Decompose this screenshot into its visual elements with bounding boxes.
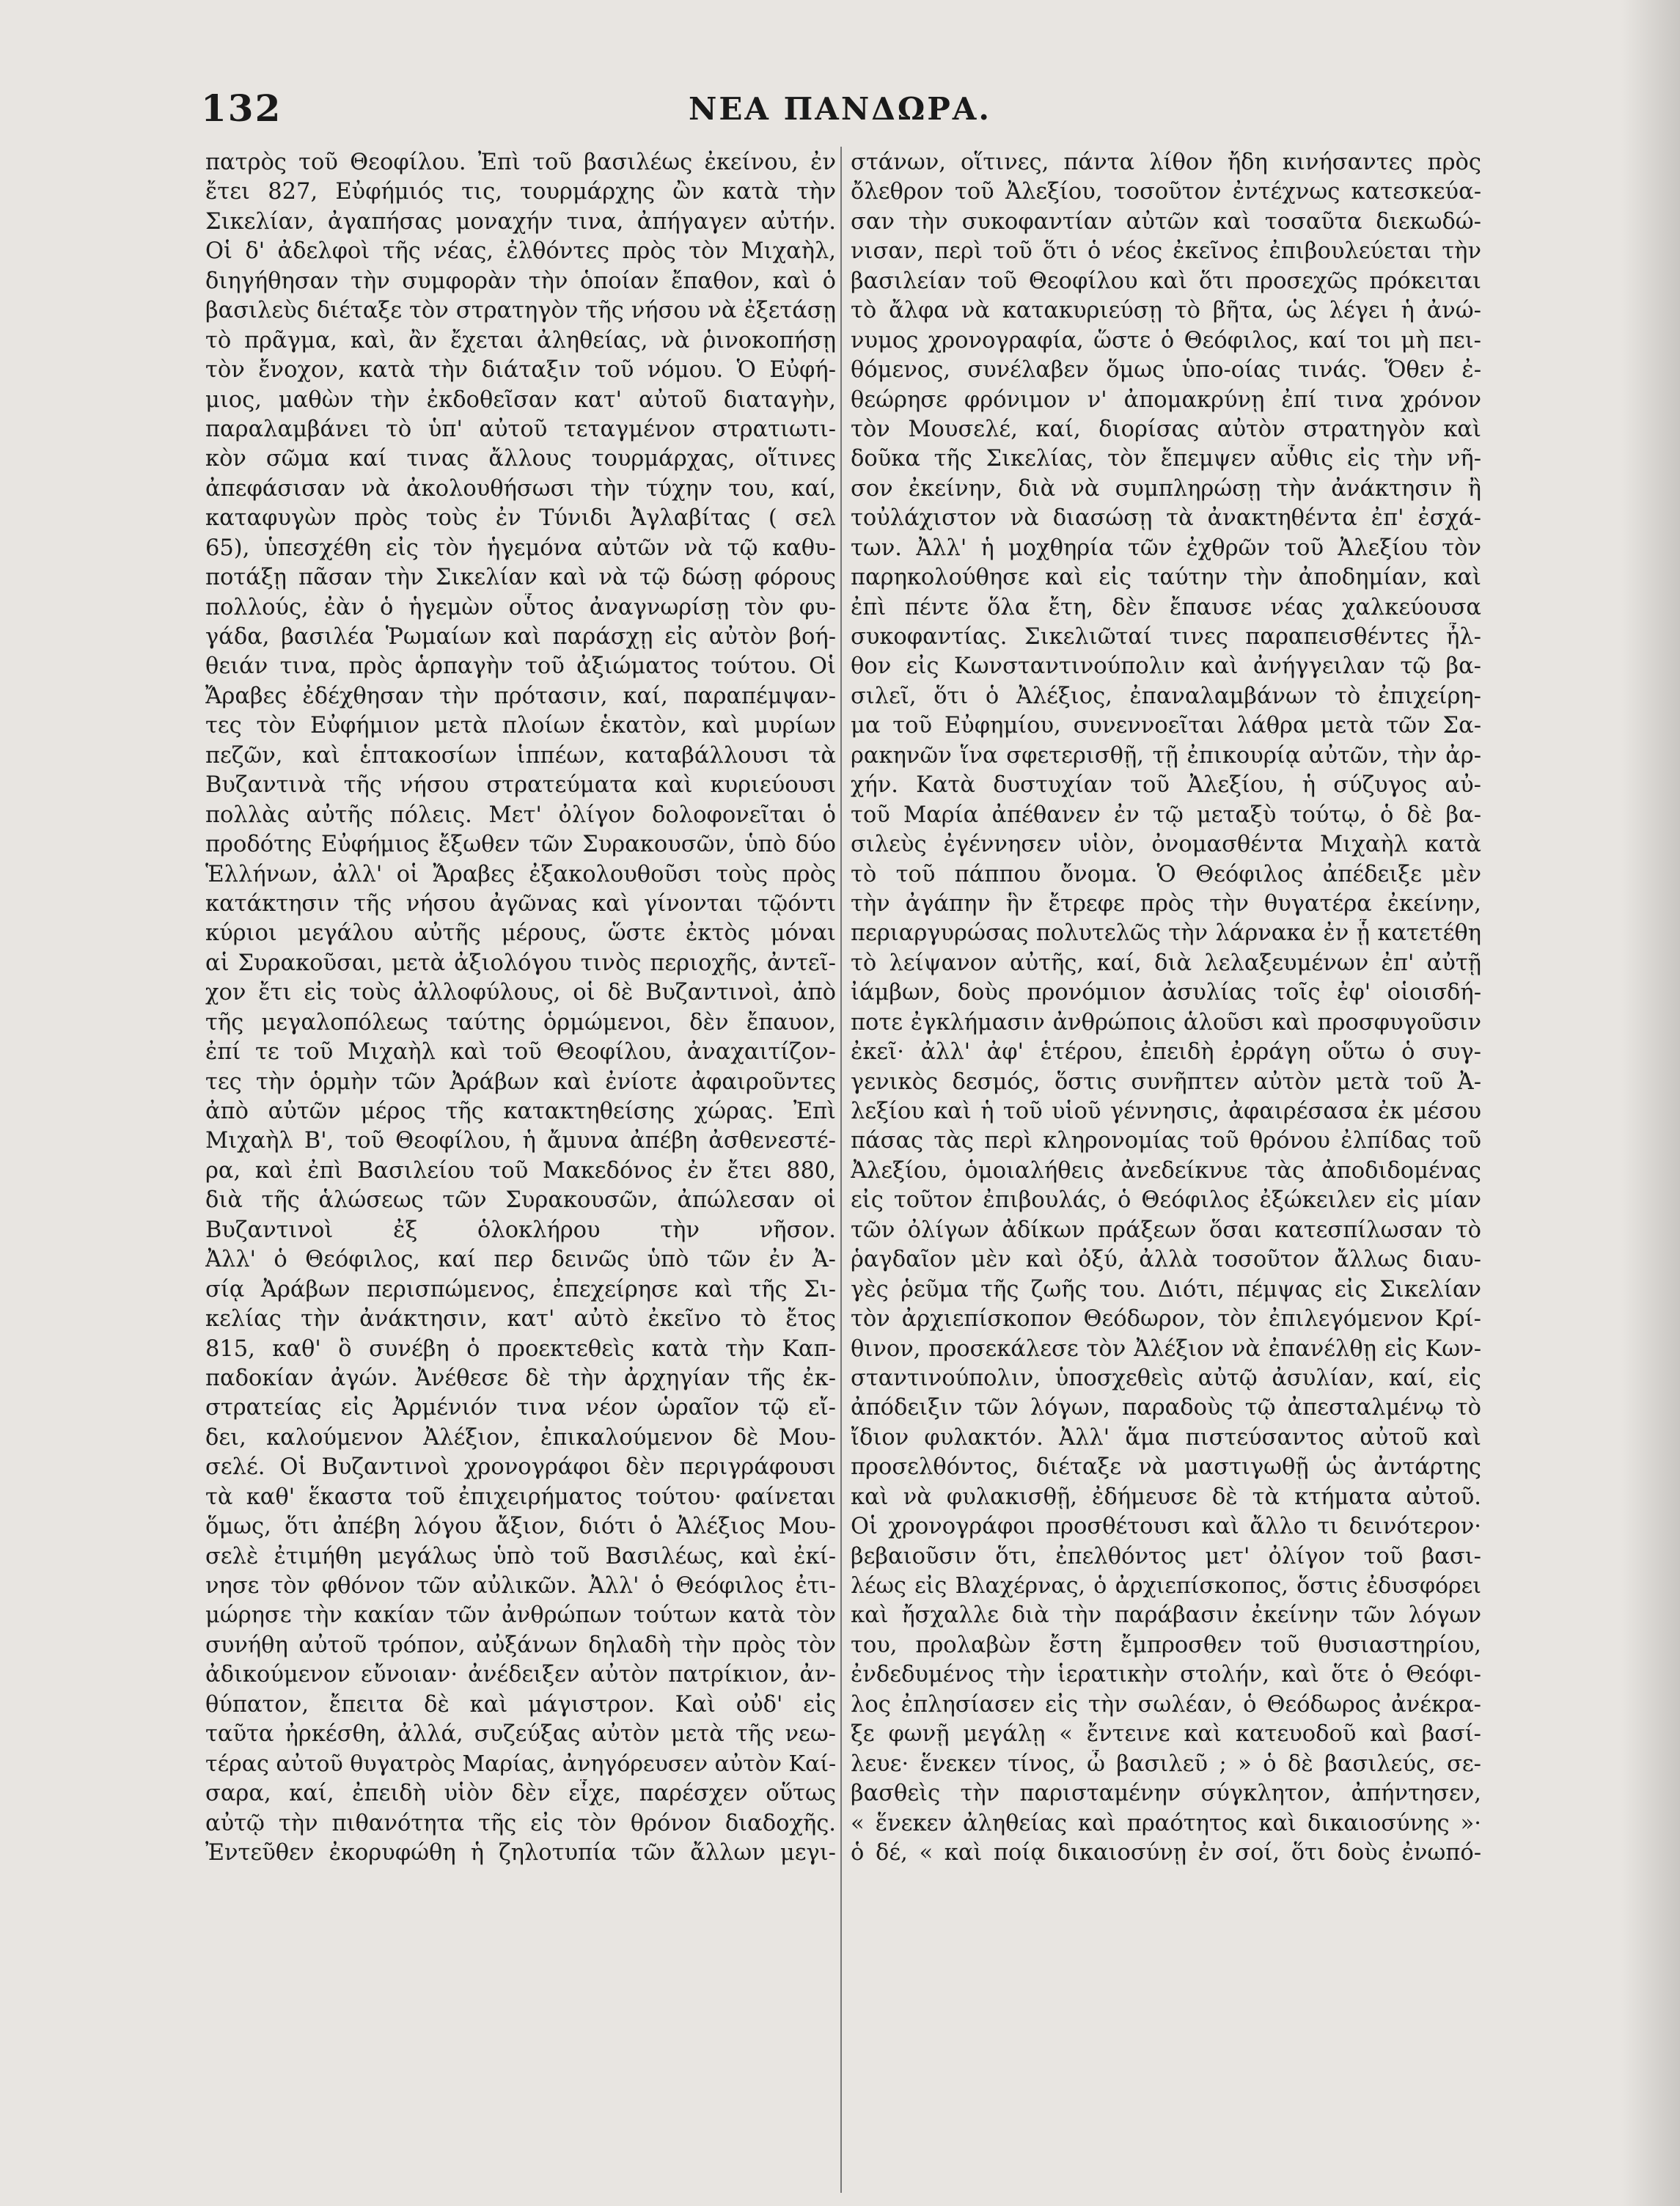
- right-column-line: ἐκεῖ· ἀλλ' ἀφ' ἑτέρου, ἐπειδὴ ἐρράγη οὕτω ὁ συγ-: [851, 1039, 1481, 1066]
- right-column-line: τοὐλάχιστον νὰ διασώσῃ τὰ ἀνακτηθέντα ἐπ' ἐσχά-: [851, 505, 1481, 532]
- right-column-line: τὸ λείψανον αὐτῆς, καί, διὰ λελαξευμένων ἐπ' αὐτῇ: [851, 950, 1481, 976]
- right-column-line: ἰάμβων, δοὺς προνόμιον ἀσυλίας τοῖς ἐφ' οἱοισδή-: [851, 980, 1481, 1006]
- right-column-line: γὲς ῥεῦμα τῆς ζωῆς του. Διότι, πέμψας εἰς Σικελίαν: [851, 1276, 1481, 1302]
- right-column-line: ὁ δέ, « καὶ ποίᾳ δικαιοσύνῃ ἐν σοί, ὅτι δοὺς ἐνωπό-: [851, 1839, 1481, 1866]
- right-column-line: σιλεῖ, ὅτι ὁ Ἀλέξιος, ἐπαναλαμβάνων τὸ ἐπιχείρη-: [851, 683, 1481, 709]
- right-column-line: ποτε ἐγκλήμασιν ἀνθρώποις ἁλοῦσι καὶ προσφυγοῦσιν: [851, 1009, 1481, 1036]
- left-column-line: τες τὸν Εὐφήμιον μετὰ πλοίων ἑκατὸν, καὶ μυρίων: [205, 713, 836, 739]
- right-column-line: πάσας τὰς περὶ κληρονομίας τοῦ θρόνου ἐλπίδας τοῦ: [851, 1128, 1481, 1154]
- left-column-line: αἱ Συρακοῦσαι, μετὰ ἀξιολόγου τινὸς περιοχῆς, ἀντεῖ-: [205, 950, 836, 976]
- right-column-line: Ἀλεξίου, ὁμοιαλήθεις ἀνεδείκνυε τὰς ἀποδιδομένας: [851, 1157, 1481, 1184]
- right-text-column: [851, 148, 1481, 1868]
- left-column-line: διηγήθησαν τὴν συμφορὰν τὴν ὁποίαν ἔπαθον, καὶ ὁ: [205, 268, 836, 294]
- right-column-line: παρηκολούθησε καὶ εἰς ταύτην τὴν ἀποδημίαν, καὶ: [851, 565, 1481, 591]
- right-column-line: τὸ ἄλφα νὰ κατακυριεύσῃ τὸ βῆτα, ὡς λέγει ἡ ἀνώ-: [851, 298, 1481, 324]
- right-column-line: ἀπόδειξιν τῶν λόγων, παραδοὺς τῷ ἀπεσταλμένῳ τὸ: [851, 1395, 1481, 1421]
- right-column-line: τὴν ἀγάπην ἣν ἔτρεφε πρὸς τὴν θυγατέρα ἐκείνην,: [851, 890, 1481, 917]
- left-column-line: κατάκτησιν τῆς νήσου ἀγῶνας καὶ γίνονται τῷόντι: [205, 890, 836, 917]
- right-column-line: βασιλείαν τοῦ Θεοφίλου καὶ ὅτι προσεχῶς πρόκειται: [851, 268, 1481, 294]
- right-column-line: περιαργυρώσας πολυτελῶς τὴν λάρνακα ἐν ᾗ κατετέθη: [851, 920, 1481, 947]
- left-column-line: ἐπί τε τοῦ Μιχαὴλ καὶ τοῦ Θεοφίλου, ἀναχαιτίζον-: [205, 1039, 836, 1066]
- left-column-line: παραλαμβάνει τὸ ὑπ' αὐτοῦ τεταγμένον στρατιωτι-: [205, 416, 836, 442]
- right-column-line: των. Ἀλλ' ἡ μοχθηρία τῶν ἐχθρῶν τοῦ Ἀλεξίου τὸν: [851, 535, 1481, 561]
- left-column-line: αὐτῷ τὴν πιθανότητα τῆς εἰς τὸν θρόνον διαδοχῆς.: [205, 1810, 836, 1836]
- right-column-line: προσελθόντος, διέταξε νὰ μαστιγωθῇ ὡς ἀντάρτης: [851, 1454, 1481, 1481]
- left-column-line: ἀπὸ αὐτῶν μέρος τῆς κατακτηθείσης χώρας. Ἐπὶ: [205, 1099, 836, 1124]
- right-column-line: νυμος χρονογραφία, ὥστε ὁ Θεόφιλος, καί τοι μὴ πει-: [851, 327, 1481, 353]
- page-edge-shadow: [1621, 0, 1680, 2206]
- right-column-line: θόμενος, συνέλαβεν ὅμως ὑπο-οίας τινάς. Ὅθεν ἐ-: [851, 357, 1481, 384]
- right-column-line: χήν. Κατὰ δυστυχίαν τοῦ Ἀλεξίου, ἡ σύζυγος αὐ-: [851, 772, 1481, 799]
- right-column-line: καὶ ἤσχαλλε διὰ τὴν παράβασιν ἐκείνην τῶν λόγων: [851, 1602, 1481, 1629]
- left-column-line: ἀδικούμενον εὔνοιαν· ἀνέδειξεν αὐτὸν πατρίκιον, ἀν-: [205, 1662, 836, 1688]
- right-column-line: βεβαιοῦσιν ὅτι, ἐπελθόντος μετ' ὀλίγον τοῦ βασι-: [851, 1543, 1481, 1569]
- left-column-line: διὰ τῆς ἁλώσεως τῶν Συρακουσῶν, ἀπώλεσαν οἱ: [205, 1187, 836, 1214]
- right-column-line: βασθεὶς τὴν παρισταμένην σύγκλητον, ἀπήντησεν,: [851, 1781, 1481, 1807]
- left-column-line: ἔτει 827, Εὐφήμιός τις, τουρμάρχης ὢν κατὰ τὴν: [205, 179, 836, 205]
- left-column-line: θύπατον, ἔπειτα δὲ καὶ μάγιστρον. Καὶ οὐδ' εἰς: [205, 1691, 836, 1718]
- right-column-line: του, προλαβὼν ἔστη ἔμπροσθεν τοῦ θυσιαστηρίου,: [851, 1632, 1481, 1658]
- left-column-line: συνήθη αὐτοῦ τρόπον, αὐξάνων δηλαδὴ τὴν πρὸς τὸν: [205, 1632, 836, 1658]
- right-column-line: σταντινούπολιν, ὑποσχεθεὶς αὐτῷ ἀσυλίαν, καί, εἰς: [851, 1365, 1481, 1391]
- right-column-line: λευε· ἕνεκεν τίνος, ὦ βασιλεῦ ; » ὁ δὲ βασιλεύς, σε-: [851, 1751, 1481, 1777]
- left-column-line: τῆς μεγαλοπόλεως ταύτης ὁρμώμενοι, δὲν ἔπαυον,: [205, 1009, 836, 1036]
- left-column-line: σελὲ ἐτιμήθη μεγάλως ὑπὸ τοῦ Βασιλέως, καὶ ἐκί-: [205, 1543, 836, 1569]
- left-column-line: ἀπεφάσισαν νὰ ἀκολουθήσωσι τὴν τύχην του, καί,: [205, 475, 836, 502]
- left-column-line: Οἱ δ' ἀδελφοὶ τῆς νέας, ἐλθόντες πρὸς τὸν Μιχαὴλ,: [205, 238, 836, 265]
- right-column-line: συκοφαντίας. Σικελιῶταί τινες παραπεισθέντες ἦλ-: [851, 624, 1481, 650]
- right-column-line: ρακηνῶν ἵνα σφετερισθῇ, τῇ ἐπικουρίᾳ αὐτῶν, τὴν ἀρ-: [851, 742, 1481, 769]
- left-column-line: γάδα, βασιλέα Ῥωμαίων καὶ παράσχῃ εἰς αὐτὸν βοή-: [205, 624, 836, 650]
- left-column-line: 815, καθ' ὃ συνέβη ὁ προεκτεθεὶς κατὰ τὴν Καπ-: [205, 1335, 836, 1362]
- left-column-line: τὸν ἔνοχον, κατὰ τὴν διάταξιν τοῦ νόμου. Ὁ Εὐφή-: [205, 357, 836, 384]
- left-column-line: πατρὸς τοῦ Θεοφίλου. Ἐπὶ τοῦ βασιλέως ἐκείνου, ἐν: [205, 150, 836, 175]
- right-column-line: τοῦ Μαρία ἀπέθανεν ἐν τῷ μεταξὺ τούτῳ, ὁ δὲ βα-: [851, 802, 1481, 828]
- right-column-line: ῥαγδαῖον μὲν καὶ ὀξύ, ἀλλὰ τοσοῦτον ἄλλως διαυ-: [851, 1247, 1481, 1273]
- left-column-line: Ἄραβες ἐδέχθησαν τὴν πρότασιν, καί, παραπέμψαν-: [205, 683, 836, 709]
- right-column-line: σον ἐκείνην, διὰ νὰ συμπληρώσῃ τὴν ἀνάκτησιν ἢ: [851, 475, 1481, 502]
- left-column-line: τες τὴν ὁρμὴν τῶν Ἀράβων καὶ ἐνίοτε ἀφαιροῦντες: [205, 1069, 836, 1095]
- right-column-line: λεξίου καὶ ἡ τοῦ υἱοῦ γέννησις, ἀφαιρέσασα ἐκ μέσου: [851, 1099, 1481, 1124]
- right-column-line: σιλεὺς ἐγέννησεν υἱὸν, ὀνομασθέντα Μιχαὴλ κατὰ: [851, 832, 1481, 858]
- right-column-line: νισαν, περὶ τοῦ ὅτι ὁ νέος ἐκεῖνος ἐπιβουλεύεται τὴν: [851, 238, 1481, 265]
- right-column-line: θεώρησε φρόνιμον ν' ἀπομακρύνῃ ἐπί τινα χρόνον: [851, 386, 1481, 413]
- left-column-line: πολλὰς αὐτῆς πόλεις. Μετ' ὀλίγον δολοφονεῖται ὁ: [205, 802, 836, 828]
- left-column-line: βασιλεὺς διέταξε τὸν στρατηγὸν τῆς νήσου νὰ ἐξετάσῃ: [205, 298, 836, 324]
- page-number: 132: [201, 87, 282, 130]
- left-column-line: ποτάξῃ πᾶσαν τὴν Σικελίαν καὶ νὰ τῷ δώσῃ φόρους: [205, 565, 836, 591]
- right-column-line: τὸν Μουσελέ, καί, διορίσας αὐτὸν στρατηγὸν καὶ: [851, 416, 1481, 442]
- left-column-line: πολλούς, ἐὰν ὁ ἡγεμὼν οὗτος ἀναγνωρίσῃ τὸν φυ-: [205, 594, 836, 620]
- right-column-line: μα τοῦ Εὐφημίου, συνεννοεῖται λάθρα μετὰ τῶν Σα-: [851, 713, 1481, 739]
- left-column-line: ὅμως, ὅτι ἀπέβη λόγου ἄξιον, διότι ὁ Ἀλέξιος Μου-: [205, 1514, 836, 1540]
- right-column-line: ἴδιον φυλακτόν. Ἀλλ' ἅμα πιστεύσαντος αὐτοῦ καὶ: [851, 1424, 1481, 1451]
- right-column-line: γενικὸς δεσμός, ὅστις συνῆπτεν αὐτὸν μετὰ τοῦ Ἀ-: [851, 1069, 1481, 1095]
- left-column-line: καταφυγὼν πρὸς τοὺς ἐν Τύνιδι Ἀγλαβίτας ( σελ: [205, 505, 836, 532]
- left-column-line: προδότης Εὐφήμιος ἔξωθεν τῶν Συρακουσῶν, ὑπὸ δύο: [205, 832, 836, 858]
- left-column-line: νησε τὸν φθόνον τῶν αὐλικῶν. Ἀλλ' ὁ Θεόφιλος ἐτι-: [205, 1573, 836, 1599]
- left-column-line: Ἑλλήνων, ἀλλ' οἱ Ἄραβες ἐξακολουθοῦσι τοὺς πρὸς: [205, 861, 836, 887]
- left-column-line: στρατείας εἰς Ἀρμένιόν τινα νέον ὡραῖον τῷ εἴ-: [205, 1395, 836, 1421]
- right-column-line: τῶν ὀλίγων ἀδίκων πράξεων ὅσαι κατεσπίλωσαν τὸ: [851, 1217, 1481, 1243]
- right-column-line: ἐνδεδυμένος τὴν ἱερατικὴν στολήν, καὶ ὅτε ὁ Θεόφι-: [851, 1662, 1481, 1688]
- left-column-line: Ἀλλ' ὁ Θεόφιλος, καί περ δεινῶς ὑπὸ τῶν ἐν Ἀ-: [205, 1247, 836, 1273]
- left-column-line: ρα, καὶ ἐπὶ Βασιλείου τοῦ Μακεδόνος ἐν ἔτει 880,: [205, 1157, 836, 1184]
- right-column-line: « ἕνεκεν ἀληθείας καὶ πραότητος καὶ δικαιοσύνης »·: [851, 1810, 1481, 1836]
- left-column-line: σαρα, καί, ἐπειδὴ υἱὸν δὲν εἶχε, παρέσχεν οὕτως: [205, 1781, 836, 1807]
- left-column-line: δει, καλούμενον Ἀλέξιον, ἐπικαλούμενον δὲ Μου-: [205, 1424, 836, 1451]
- left-column-line: παδοκίαν ἀγών. Ἀνέθεσε δὲ τὴν ἀρχηγίαν τῆς ἐκ-: [205, 1365, 836, 1391]
- left-column-line: τὰ καθ' ἕκαστα τοῦ ἐπιχειρήματος τούτου· φαίνεται: [205, 1484, 836, 1510]
- left-column-line: κὸν σῶμα καί τινας ἄλλους τουρμάρχας, οἵτινες: [205, 446, 836, 472]
- right-column-line: ξε φωνῇ μεγάλῃ « ἔντεινε καὶ κατευοδοῦ καὶ βασί-: [851, 1721, 1481, 1748]
- left-column-line: κύριοι μεγάλου αὐτῆς μέρους, ὥστε ἐκτὸς μόναι: [205, 920, 836, 947]
- left-column-line: 65), ὑπεσχέθη εἰς τὸν ἡγεμόνα αὐτῶν νὰ τῷ καθυ-: [205, 535, 836, 561]
- left-column-line: χον ἔτι εἰς τοὺς ἀλλοφύλους, οἱ δὲ Βυζαντινοὶ, ἀπὸ: [205, 980, 836, 1006]
- right-column-line: λος ἐπλησίασεν εἰς τὴν σωλέαν, ὁ Θεόδωρος ἀνέκρα-: [851, 1691, 1481, 1718]
- left-text-column: [205, 148, 836, 1868]
- right-column-line: λέως εἰς Βλαχέρνας, ὁ ἀρχιεπίσκοπος, ὅστις ἐδυσφόρει: [851, 1573, 1481, 1599]
- left-column-line: Ἐντεῦθεν ἐκορυφώθη ἡ ζηλοτυπία τῶν ἄλλων μεγι-: [205, 1839, 836, 1866]
- left-column-line: Βυζαντινὰ τῆς νήσου στρατεύματα καὶ κυριεύουσι: [205, 772, 836, 799]
- left-column-line: μώρησε τὴν κακίαν τῶν ἀνθρώπων τούτων κατὰ τὸν: [205, 1602, 836, 1629]
- right-column-line: θινον, προσεκάλεσε τὸν Ἀλέξιον νὰ ἐπανέλθῃ εἰς Κων-: [851, 1335, 1481, 1362]
- right-column-line: καὶ νὰ φυλακισθῇ, ἐδήμευσε δὲ τὰ κτήματα αὐτοῦ.: [851, 1484, 1481, 1510]
- right-column-line: Οἱ χρονογράφοι προσθέτουσι καὶ ἄλλο τι δεινότερον·: [851, 1514, 1481, 1540]
- right-column-line: στάνων, οἵτινες, πάντα λίθον ἤδη κινήσαντες πρὸς: [851, 150, 1481, 175]
- running-title: ΝΕΑ ΠΑΝΔΩΡΑ.: [688, 91, 991, 127]
- left-column-line: θειάν τινα, πρὸς ἁρπαγὴν τοῦ ἀξιώματος τούτου. Οἱ: [205, 653, 836, 680]
- right-column-line: τὸν ἀρχιεπίσκοπον Θεόδωρον, τὸν ἐπιλεγόμενον Κρί-: [851, 1306, 1481, 1333]
- left-column-line: πεζῶν, καὶ ἑπτακοσίων ἱππέων, καταβάλλουσι τὰ: [205, 742, 836, 769]
- left-column-line: μιος, μαθὼν τὴν ἐκδοθεῖσαν κατ' αὐτοῦ διαταγὴν,: [205, 386, 836, 413]
- left-column-line: σελέ. Οἱ Βυζαντινοὶ χρονογράφοι δὲν περιγράφουσι: [205, 1454, 836, 1481]
- right-column-line: εἰς τοῦτον ἐπιβουλάς, ὁ Θεόφιλος ἐξώκειλεν εἰς μίαν: [851, 1187, 1481, 1214]
- left-column-line: Σικελίαν, ἀγαπήσας μοναχήν τινα, ἀπήγαγεν αὐτήν.: [205, 208, 836, 235]
- left-column-line: Μιχαὴλ Β', τοῦ Θεοφίλου, ἡ ἄμυνα ἀπέβη ἀσθενεστέ-: [205, 1128, 836, 1154]
- left-column-line: τέρας αὐτοῦ θυγατρὸς Μαρίας, ἀνηγόρευσεν αὐτὸν Καί-: [205, 1751, 836, 1777]
- right-column-line: ἐπὶ πέντε ὅλα ἔτη, δὲν ἔπαυσε νέας χαλκεύουσα: [851, 594, 1481, 620]
- left-column-line: τὸ πρᾶγμα, καὶ, ἂν ἔχεται ἀληθείας, νὰ ῥινοκοπήσῃ: [205, 327, 836, 353]
- right-column-line: σαν τὴν συκοφαντίαν αὐτῶν καὶ τοσαῦτα διεκωδώ-: [851, 208, 1481, 235]
- column-divider: [840, 147, 842, 2193]
- right-column-line: θον εἰς Κωνσταντινούπολιν καὶ ἀνήγγειλαν τῷ βα-: [851, 653, 1481, 680]
- left-column-line: σίᾳ Ἀράβων περισπώμενος, ἐπεχείρησε καὶ τῆς Σι-: [205, 1276, 836, 1302]
- right-column-line: τὸ τοῦ πάππου ὄνομα. Ὁ Θεόφιλος ἀπέδειξε μὲν: [851, 861, 1481, 887]
- left-column-line: κελίας τὴν ἀνάκτησιν, κατ' αὐτὸ ἐκεῖνο τὸ ἔτος: [205, 1306, 836, 1333]
- right-column-line: ὄλεθρον τοῦ Ἀλεξίου, τοσοῦτον ἐντέχνως κατεσκεύα-: [851, 179, 1481, 205]
- right-column-line: δοῦκα τῆς Σικελίας, τὸν ἔπεμψεν αὖθις εἰς τὴν νῆ-: [851, 446, 1481, 472]
- left-column-line: ταῦτα ἠρκέσθη, ἀλλά, συζεύξας αὐτὸν μετὰ τῆς νεω-: [205, 1721, 836, 1748]
- left-column-line: Βυζαντινοὶ ἐξ ὁλοκλήρου τὴν νῆσον.: [205, 1217, 836, 1243]
